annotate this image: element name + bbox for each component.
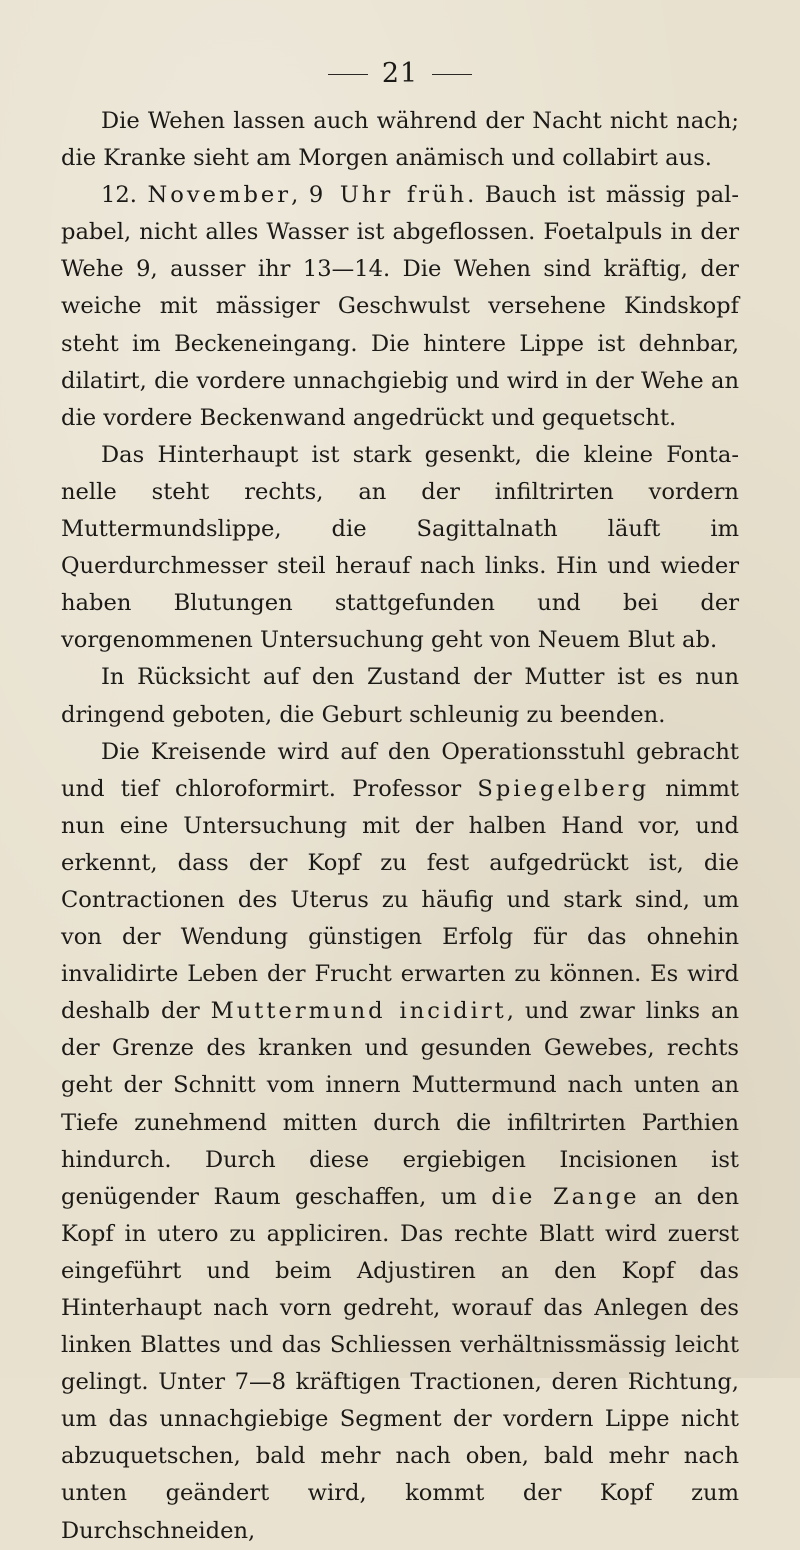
paragraph-text: Das Hinterhaupt ist stark gesenkt, die kleine Fontanelle steht rechts, an der infiltrirten vordern Muttermundslippe, die Sagittalnath läuft im Querdurchmesser steil herauf nach links. Hin und wieder haben Blutungen stattgefunden und bei der vorgenommenen Untersuchung geht von Neuem Blut ab. [61,441,739,654]
header-dash-right [432,74,472,75]
emphasized-text: 9 Uhr früh [308,182,468,209]
page-number: 21 [381,58,419,89]
paragraph-text: Die Kreisende wird auf den Operationsstuhl gebracht und tief chloroformirt. Professor [61,738,739,802]
page-header [0,58,800,89]
paragraph-text: . Bauch ist mässig palpabel, nicht alles Wasser ist abgeflossen. Foetalpuls in der Wehe 9, ausser ihr 13—14. Die Wehen sind kräftig, der weiche mit mässiger Geschwulst versehene Kindskopf steht im Beckeneingang. Die hintere Lippe ist dehnbar, dilatirt, die vordere unnachgiebig und wird in der Wehe an die vordere Beckenwand angedrückt und gequetscht. [61,182,739,431]
paragraph [61,437,739,660]
paragraph-text: In Rücksicht auf den Zustand der Mutter ist es nun dringend geboten, die Geburt schleunig zu beenden. [61,664,739,728]
paragraph-text: nimmt nun eine Untersuchung mit der halben Hand vor, und erkennt, dass der Kopf zu fest aufgedrückt ist, die Contractionen des Uterus zu häufig und stark sind, um von der Wendung günstigen Erfolg für das ohnehin invalidirte Leben der Frucht erwarten zu können. Es wird deshalb der [61,775,739,1025]
emphasized-text: Muttermund incidirt [210,998,507,1025]
emphasized-text: die Zange [491,1183,640,1210]
emphasized-text: Spiegelberg [477,775,650,802]
paragraph-text: , und zwar links an der Grenze des kranken und gesunden Gewebes, rechts geht der Schnitt vom innern Muttermund nach unten an Tiefe zunehmend mitten durch die infiltrirten Parthien hindurch. Durch diese ergiebigen Incisionen ist genügender Raum geschaffen, um [61,998,739,1210]
paragraph-text: , [291,182,309,209]
paragraph [61,659,739,733]
paragraph [61,734,739,1550]
header-dash-left [328,74,368,75]
body-text [61,103,739,1550]
paragraph-text: an den Kopf in utero zu appliciren. Das rechte Blatt wird zuerst eingeführt und beim Adjustiren an den Kopf das Hinterhaupt nach vorn gedreht, worauf das Anlegen des linken Blattes und das Schliessen verhältnissmässig leicht gelingt. Unter 7—8 kräftigen Tractionen, deren Richtung, um das unnachgiebige Segment der vordern Lippe nicht abzuquetschen, bald mehr nach oben, bald mehr nach unten geändert wird, kommt der Kopf zum Durchschneiden, [61,1183,739,1544]
paragraph-text: Die Wehen lassen auch während der Nacht nicht nach; die Kranke sieht am Morgen anämisch und collabirt aus. [61,108,739,172]
emphasized-text: November [147,182,292,209]
paragraph-text: 12. [101,182,148,209]
paragraph [61,103,739,177]
paragraph [61,177,739,437]
